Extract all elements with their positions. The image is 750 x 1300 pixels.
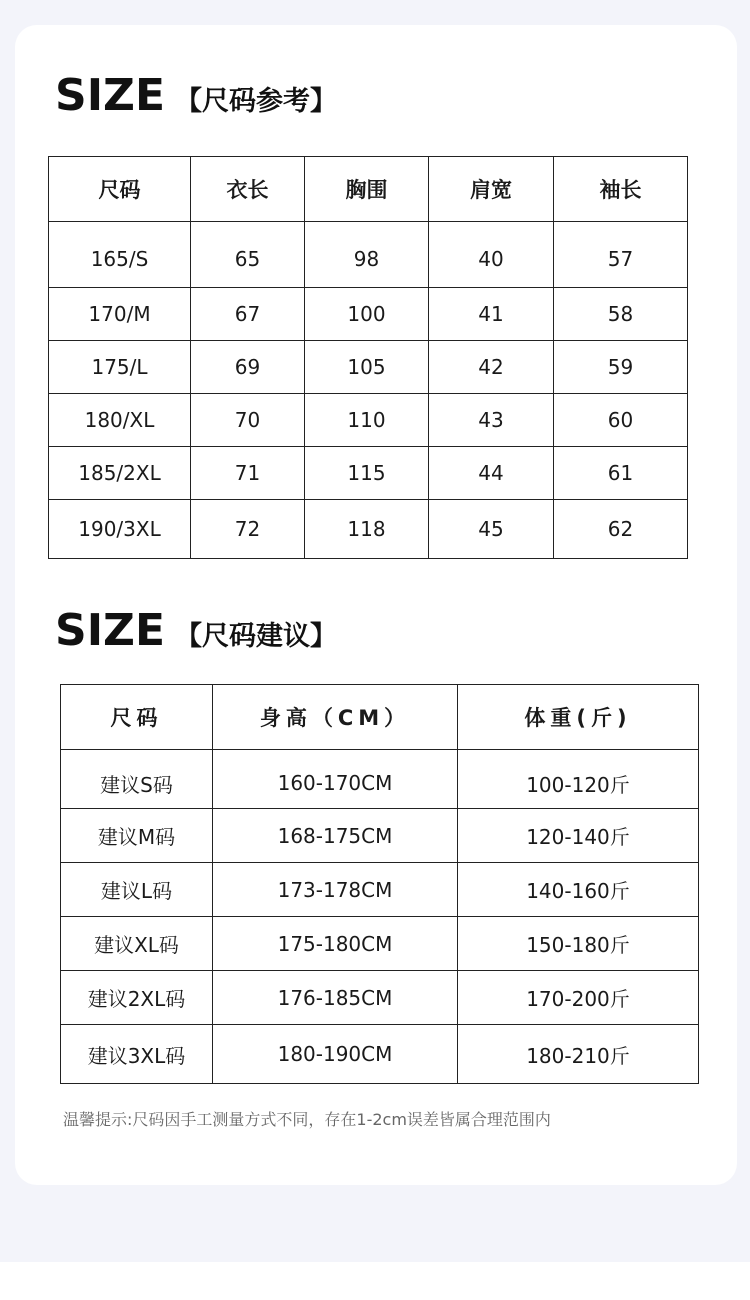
table-cell: 100 [305,288,429,341]
table-row [61,1025,699,1084]
table-cell: 62 [554,500,688,559]
table-cell: 60 [554,394,688,447]
table-row [49,341,688,394]
table-cell: 110 [305,394,429,447]
table-cell: 150-180斤 [458,917,699,971]
table-cell: 建议2XL码 [61,971,213,1025]
header-cell: 体重(斤) [458,685,699,750]
size-suggestion-table [60,684,699,1084]
header-cell: 尺码 [49,157,191,222]
table-cell: 建议XL码 [61,917,213,971]
table-cell: 71 [191,447,305,500]
table-row [49,500,688,559]
table-row [61,809,699,863]
header-cell: 肩宽 [429,157,554,222]
table-cell: 41 [429,288,554,341]
size-suggestion-subtitle: 【尺码建议】 [175,621,338,652]
table-cell: 176-185CM [213,971,458,1025]
table-cell: 100-120斤 [458,750,699,809]
table-cell: 180/XL [49,394,191,447]
table-cell: 105 [305,341,429,394]
table-cell: 57 [554,222,688,288]
table-row [61,863,699,917]
table-row [49,394,688,447]
bottom-band [0,1262,750,1300]
table-cell: 建议M码 [61,809,213,863]
table-row [49,447,688,500]
table-cell: 173-178CM [213,863,458,917]
table-cell: 59 [554,341,688,394]
table-row [61,750,699,809]
table-cell: 118 [305,500,429,559]
table-row [61,971,699,1025]
table-cell: 120-140斤 [458,809,699,863]
table-cell: 42 [429,341,554,394]
table-cell: 65 [191,222,305,288]
table-cell: 190/3XL [49,500,191,559]
header-cell: 衣长 [191,157,305,222]
size-reference-subtitle: 【尺码参考】 [175,86,338,117]
table-cell: 168-175CM [213,809,458,863]
table-cell: 175/L [49,341,191,394]
size-reference-heading [55,70,337,121]
table-cell: 165/S [49,222,191,288]
table-cell: 98 [305,222,429,288]
header-cell: 尺码 [61,685,213,750]
table-cell: 140-160斤 [458,863,699,917]
table-cell: 70 [191,394,305,447]
table-cell: 72 [191,500,305,559]
table-cell: 44 [429,447,554,500]
size-suggestion-heading [55,605,337,656]
table-header-row [61,685,699,750]
table-cell: 170-200斤 [458,971,699,1025]
table-cell: 115 [305,447,429,500]
table-row [61,917,699,971]
table-cell: 建议S码 [61,750,213,809]
table-row [49,222,688,288]
table-cell: 185/2XL [49,447,191,500]
size-reference-table [48,156,688,559]
table-cell: 40 [429,222,554,288]
size-reference-title: SIZE [55,70,166,121]
table-cell: 160-170CM [213,750,458,809]
table-cell: 45 [429,500,554,559]
measurement-note: 温馨提示:尺码因手工测量方式不同，存在1-2cm误差皆属合理范围内 [63,1110,551,1129]
header-cell: 袖长 [554,157,688,222]
table-cell: 180-210斤 [458,1025,699,1084]
table-cell: 58 [554,288,688,341]
table-cell: 43 [429,394,554,447]
header-cell: 身高（CM） [213,685,458,750]
table-cell: 61 [554,447,688,500]
table-cell: 建议L码 [61,863,213,917]
header-cell: 胸围 [305,157,429,222]
size-suggestion-title: SIZE [55,605,166,656]
table-cell: 67 [191,288,305,341]
table-cell: 69 [191,341,305,394]
table-cell: 180-190CM [213,1025,458,1084]
table-cell: 建议3XL码 [61,1025,213,1084]
table-header-row [49,157,688,222]
table-row [49,288,688,341]
table-cell: 170/M [49,288,191,341]
table-cell: 175-180CM [213,917,458,971]
